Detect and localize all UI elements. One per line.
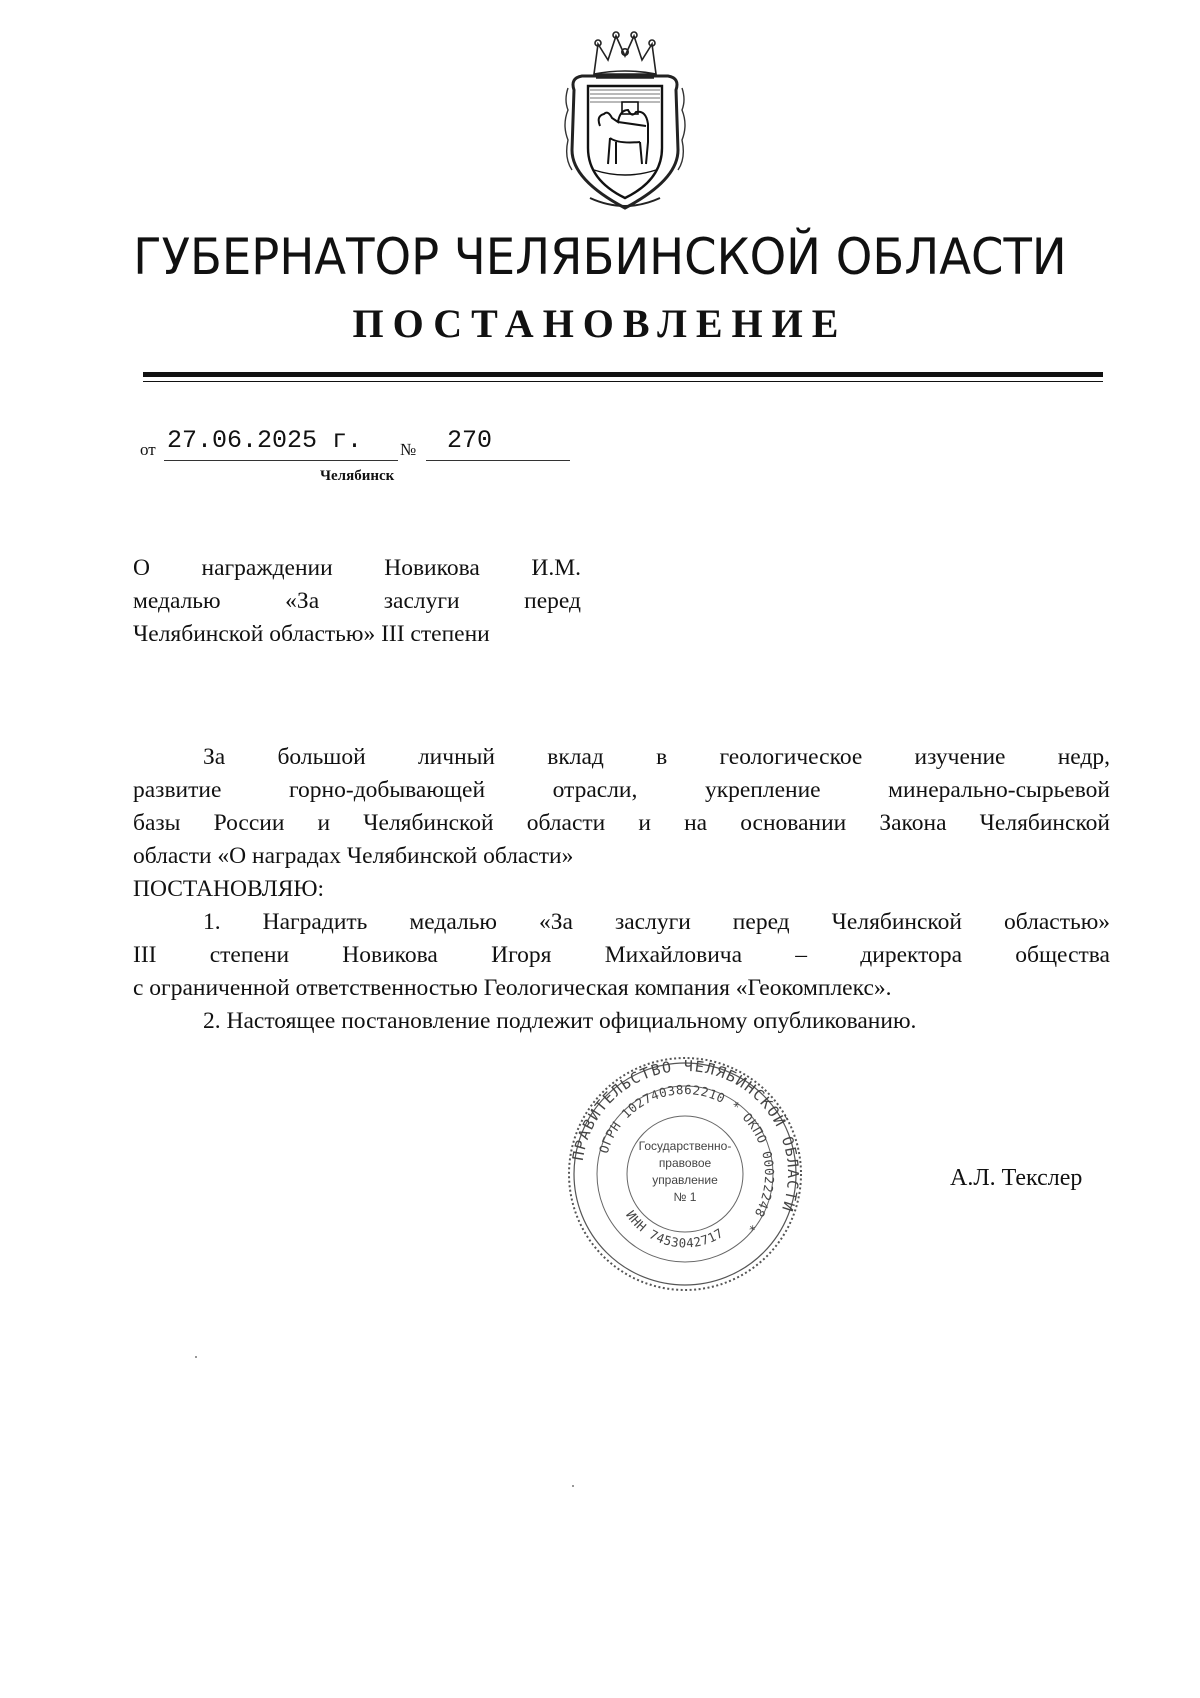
coat-of-arms-emblem	[560, 30, 690, 215]
subject-line: медалью «За заслуги перед	[133, 588, 581, 614]
preamble-line: базы России и Челябинской области и на основании Закона Челябинской	[133, 810, 1110, 836]
number-underline	[426, 460, 570, 461]
city-label: Челябинск	[320, 468, 395, 484]
header-divider-thin	[143, 381, 1103, 382]
date-value: 27.06.2025 г.	[167, 426, 363, 455]
item1-line: III степени Новикова Игоря Михайловича – директора общества	[133, 942, 1110, 968]
svg-text:ИНН 7453042717	[623, 1208, 726, 1251]
subject-block	[133, 552, 581, 651]
resolve-word: ПОСТАНОВЛЯЮ:	[133, 876, 325, 902]
item1-line: с ограниченной ответственностью Геологическая компания «Геокомплекс».	[133, 975, 892, 1001]
stamp-center-line: Государственно-	[638, 1139, 732, 1153]
header-divider-thick	[143, 372, 1103, 377]
scan-speck	[195, 1356, 197, 1358]
stamp-center-line: правовое	[658, 1156, 712, 1170]
stamp-inner-bottom-text: ИНН 7453042717	[623, 1207, 726, 1251]
document-type: ПОСТАНОВЛЕНИЕ	[352, 301, 848, 346]
item2-line: 2. Настоящее постановление подлежит официальному опубликованию.	[203, 1008, 917, 1034]
preamble-line: развитие горно-добывающей отрасли, укрепление минерально-сырьевой	[133, 777, 1110, 803]
stamp-outer-text: ПРАВИТЕЛЬСТВО ЧЕЛЯБИНСКОЙ ОБЛАСТИ	[568, 1056, 803, 1215]
stamp-inner-text: ОГРН 1027403862210 * ОКПО 00022248 *	[595, 1081, 778, 1235]
date-underline	[164, 460, 398, 461]
official-stamp	[565, 1054, 805, 1294]
subject-line: О награждении Новикова И.М.	[133, 555, 581, 581]
subject-line: Челябинской областью» III степени	[133, 621, 490, 647]
item1-line: 1. Наградить медалью «За заслуги перед Челябинской областью»	[203, 909, 1110, 935]
number-value: 270	[447, 426, 493, 455]
number-label: №	[400, 440, 417, 459]
scan-speck	[572, 1485, 574, 1487]
stamp-center-line: № 1	[673, 1190, 697, 1204]
signature-name: А.Л. Текслер	[950, 1165, 1083, 1191]
date-label: от	[140, 440, 156, 459]
body-text	[133, 741, 1110, 1038]
preamble-line: За большой личный вклад в геологическое изучение недр,	[203, 744, 1110, 770]
header-title: ГУБЕРНАТОР ЧЕЛЯБИНСКОЙ ОБЛАСТИ	[133, 228, 1067, 286]
preamble-line: области «О наградах Челябинской области»	[133, 843, 574, 869]
stamp-center-line: управление	[652, 1173, 718, 1187]
